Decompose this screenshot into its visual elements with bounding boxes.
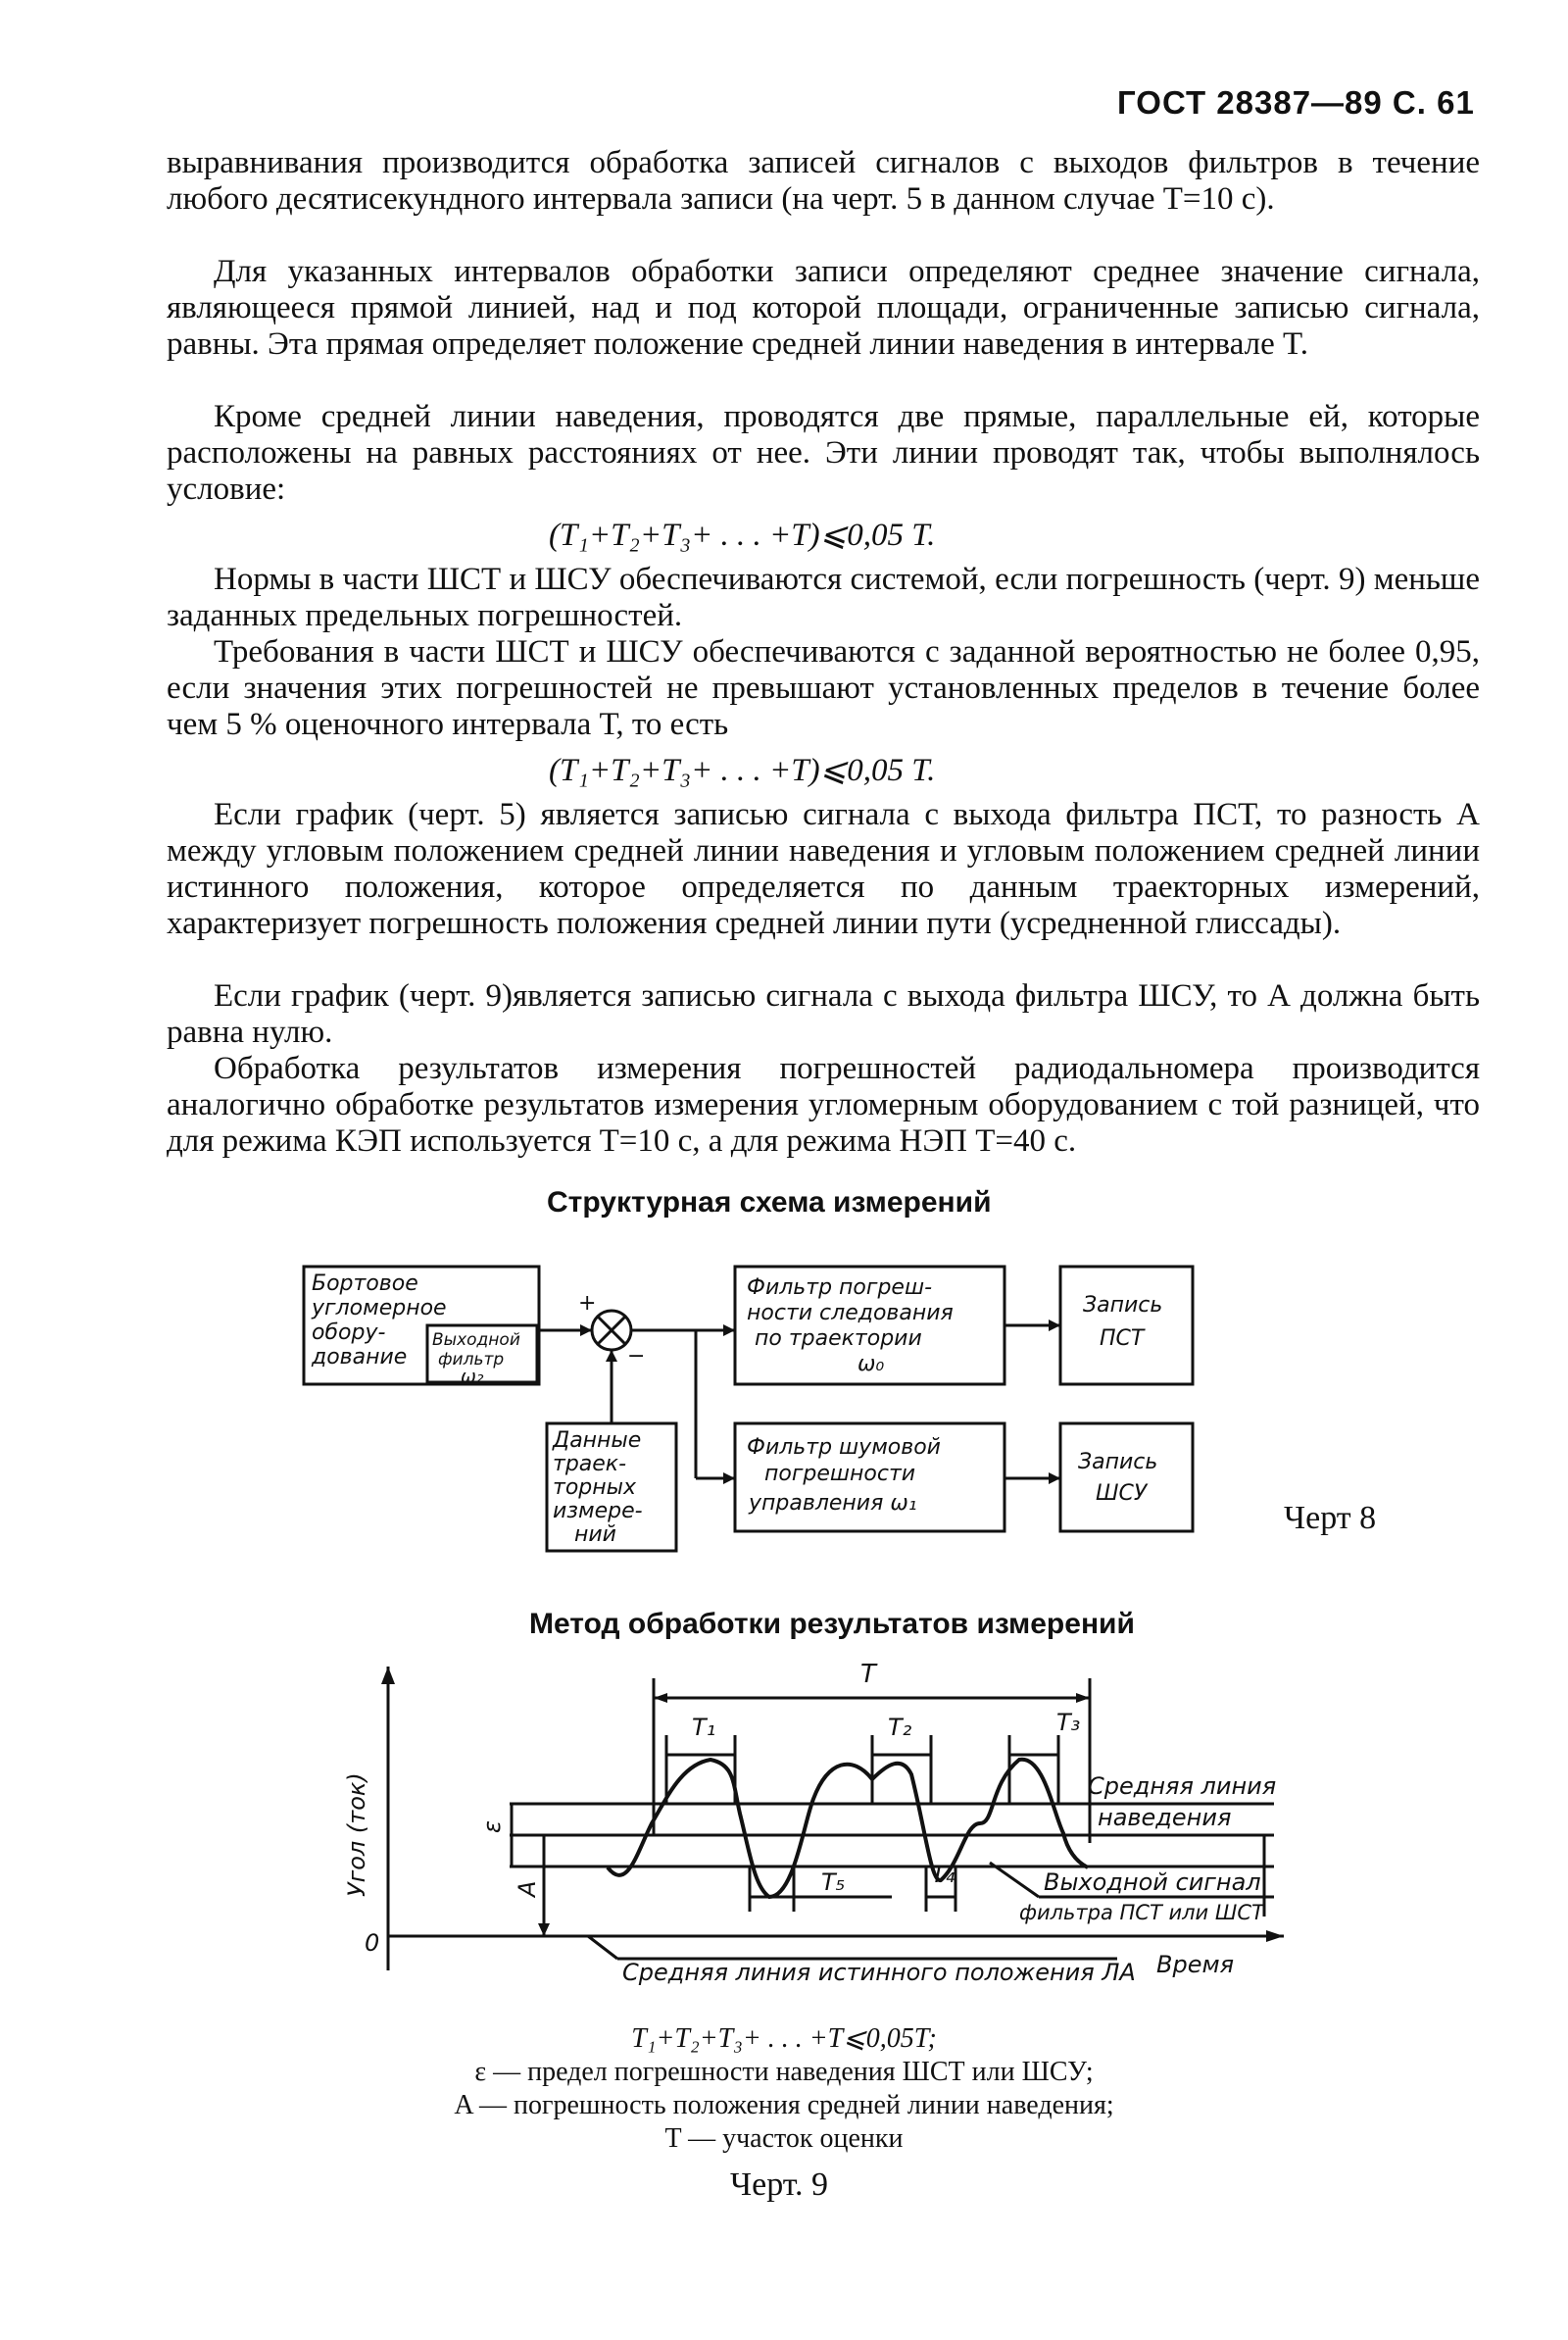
svg-text:управления ω₁: управления ω₁ <box>749 1491 917 1516</box>
paragraph-2: Для указанных интервалов обработки записи определяют среднее значение сигнала, являющееся прямой линией, над и под которой площади, ограниченные записью сигнала, равны. Эта прямая определяет положение средней линии наведения в интервале T. <box>167 254 1480 362</box>
svg-text:ПСТ: ПСТ <box>1100 1326 1145 1351</box>
T2-label: T₂ <box>888 1714 912 1741</box>
svg-text:измере-: измере- <box>553 1499 643 1523</box>
figure-8-caption: Черт 8 <box>1284 1500 1377 1536</box>
page-header: ГОСТ 28387—89 С. 61 <box>1117 84 1475 121</box>
svg-text:по траектории: по траектории <box>755 1326 922 1351</box>
svg-text:обору-: обору- <box>312 1320 386 1345</box>
svg-text:угломерное: угломерное <box>312 1296 447 1320</box>
diagram-1-title: Структурная схема измерений <box>547 1186 992 1219</box>
legend-line-1: T₁+T₂+T₃+ . . . +T⩽0,05T; <box>631 2023 937 2054</box>
svg-text:фильтр: фильтр <box>438 1350 505 1369</box>
paragraph-1: выравнивания производится обработка записей сигналов с выходов фильтров в течение любого десятисекундного интервала записи (на черт. 5 в данном случае T=10 с). <box>167 145 1480 217</box>
svg-text:погрешности: погрешности <box>764 1462 916 1486</box>
epsilon-label: ε <box>478 1820 506 1833</box>
origin-label: 0 <box>365 1929 380 1957</box>
T4-label: T₄ <box>931 1861 956 1888</box>
svg-text:Запись: Запись <box>1078 1450 1158 1474</box>
mean-line-label-2: наведения <box>1098 1804 1232 1831</box>
minus-sign: − <box>627 1344 646 1369</box>
output-signal-label-1: Выходной сигнал <box>1044 1868 1261 1896</box>
svg-text:ности следования: ности следования <box>747 1301 954 1325</box>
T5-label: T₅ <box>821 1868 846 1896</box>
svg-text:дование: дование <box>312 1345 408 1369</box>
svg-text:Запись: Запись <box>1083 1293 1163 1318</box>
T3-label: T₃ <box>1056 1709 1081 1736</box>
formula-condition-1: (T₁+T₂+T₃+ . . . +T)⩽0,05 T. <box>549 518 936 553</box>
svg-text:торных: торных <box>553 1475 637 1500</box>
interval-T-label: T <box>860 1660 876 1689</box>
T1-label: T₁ <box>692 1714 716 1741</box>
y-axis-label: Угол (ток) <box>343 1772 370 1897</box>
true-mean-line-label: Средняя линия истинного положения ЛА <box>622 1959 1136 1986</box>
figure-9-caption: Черт. 9 <box>730 2166 829 2203</box>
A-label: A <box>514 1880 541 1897</box>
diagram-2-title: Метод обработки результатов измерений <box>529 1608 1135 1640</box>
svg-text:Фильтр шумовой: Фильтр шумовой <box>747 1435 941 1460</box>
plus-sign: + <box>578 1291 597 1316</box>
output-signal-label-2: фильтра ПСТ или ШСТ <box>1019 1901 1264 1924</box>
paragraph-4: Нормы в части ШСТ и ШСУ обеспечиваются системой, если погрешность (черт. 9) меньше заданных предельных погрешностей. <box>167 562 1480 633</box>
paragraph-5: Требования в части ШСТ и ШСУ обеспечиваются с заданной вероятностью не более 0,95, если значения этих погрешностей не превышают установленных пределов в течение более чем 5 % оценочного интервала Т, то есть <box>167 634 1480 742</box>
svg-text:ний: ний <box>574 1522 616 1547</box>
svg-text:ω₀: ω₀ <box>858 1352 885 1376</box>
output-signal-curve <box>608 1760 1088 1897</box>
svg-text:Бортовое: Бортовое <box>312 1271 418 1296</box>
formula-condition-2: (T₁+T₂+T₃+ . . . +T)⩽0,05 T. <box>549 753 936 788</box>
mean-line-label-1: Средняя линия <box>1088 1772 1277 1800</box>
paragraph-6: Если график (черт. 5) является записью сигнала с выхода фильтра ПСТ, то разность А между угловым положением средней линии наведения и угловым положением средней линии истинного положения, которое определяется по данным траекторных измерений, характеризует погрешность положения средней линии пути (усредненной глиссады). <box>167 797 1480 941</box>
figure-9-legend <box>294 2022 1274 2156</box>
legend-line-3: A — погрешность положения средней линии наведения; <box>454 2090 1114 2120</box>
legend-line-2: ε — предел погрешности наведения ШСТ или ШСУ; <box>474 2057 1094 2087</box>
legend-line-4: T — участок оценки <box>664 2123 904 2154</box>
svg-text:траек-: траек- <box>553 1452 627 1476</box>
paragraph-3: Кроме средней линии наведения, проводятся две прямые, параллельные ей, которые расположены на равных расстояниях от нее. Эти линии проводят так, чтобы выполнялось условие: <box>167 399 1480 507</box>
svg-text:Данные: Данные <box>553 1428 642 1453</box>
paragraph-8: Обработка результатов измерения погрешностей радиодальномера производится аналогично обработке результатов измерения угломерным оборудованием с той разницей, что для режима КЭП используется T=10 с, а для режима НЭП T=40 с. <box>167 1051 1480 1159</box>
svg-text:ω₂: ω₂ <box>461 1366 484 1387</box>
paragraph-7: Если график (черт. 9)является записью сигнала с выхода фильтра ШСУ, то А должна быть равна нулю. <box>167 978 1480 1050</box>
x-axis-label: Время <box>1156 1951 1235 1978</box>
svg-text:ШСУ: ШСУ <box>1096 1481 1148 1506</box>
svg-text:Выходной: Выходной <box>432 1330 520 1350</box>
svg-text:Фильтр погреш-: Фильтр погреш- <box>747 1275 933 1300</box>
